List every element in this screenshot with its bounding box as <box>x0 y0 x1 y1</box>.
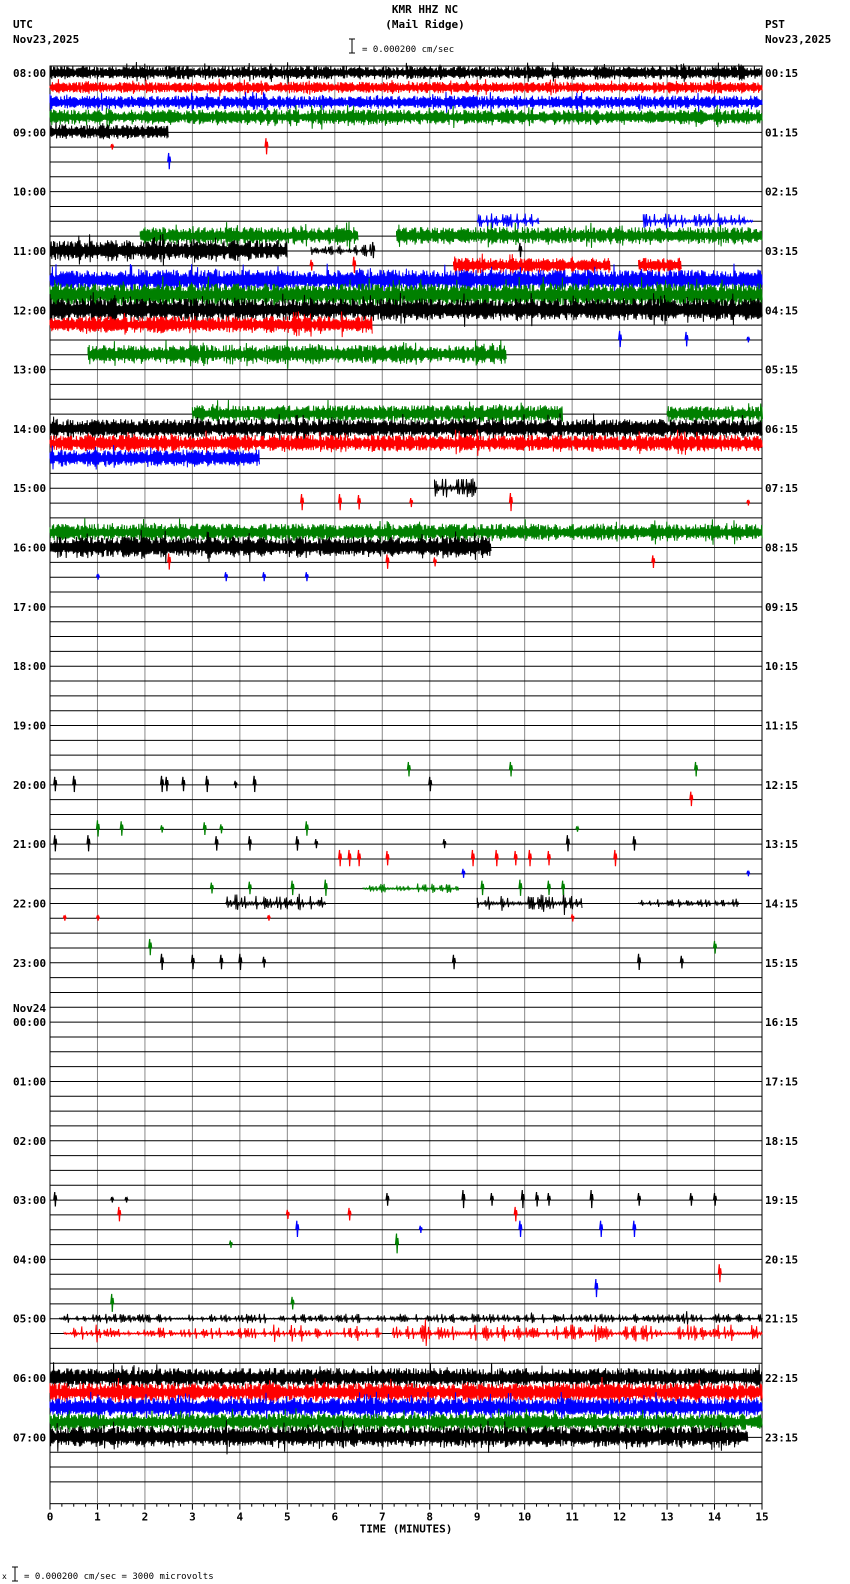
x-tick-label: 3 <box>189 1510 196 1524</box>
noise-trace-row-2 <box>50 92 762 113</box>
pst-hour-label: 01:15 <box>765 126 799 140</box>
event-spike <box>54 1192 57 1206</box>
event-spike <box>358 495 361 509</box>
event-spike <box>714 1193 717 1206</box>
event-spike <box>125 1197 128 1202</box>
utc-hour-label: 01:00 <box>13 1075 47 1089</box>
pst-hour-label: 16:15 <box>765 1016 799 1030</box>
event-spike <box>443 839 446 848</box>
right-date: Nov23,2025 <box>765 33 832 46</box>
event-spike <box>87 835 90 851</box>
event-spike <box>111 1197 114 1202</box>
utc-hour-label: 20:00 <box>13 778 47 792</box>
pst-hour-label: 08:15 <box>765 541 799 555</box>
event-spike <box>182 777 185 791</box>
utc-hour-label: 02:00 <box>13 1134 47 1148</box>
event-spike <box>562 881 565 895</box>
event-spike <box>324 880 327 896</box>
event-spike <box>571 914 574 921</box>
pst-hour-label: 18:15 <box>765 1134 799 1148</box>
event-spike <box>372 242 375 258</box>
event-spike <box>149 939 152 955</box>
noise-trace-row-0 <box>50 62 762 84</box>
event-spike <box>267 915 270 920</box>
event-spike <box>120 821 123 835</box>
event-spike <box>536 1192 539 1206</box>
event-spike <box>690 1193 693 1206</box>
event-spike <box>633 836 636 850</box>
utc-hour-label: 10:00 <box>13 185 47 199</box>
event-spike <box>220 955 223 969</box>
x-tick-label: 0 <box>46 1510 54 1524</box>
right-timezone: PST <box>765 18 785 31</box>
utc-hour-label: 22:00 <box>13 897 47 911</box>
event-spike <box>695 762 698 776</box>
event-spike <box>419 1226 422 1233</box>
x-tick-label: 12 <box>612 1510 627 1524</box>
event-spike <box>96 820 99 836</box>
event-spike <box>339 494 342 510</box>
utc-hour-label: 08:00 <box>13 67 47 80</box>
utc-hour-label: 17:00 <box>13 600 47 614</box>
event-spike <box>96 915 99 920</box>
event-spike <box>490 1193 493 1206</box>
event-spike <box>462 869 465 878</box>
utc-hour-label: 07:00 <box>13 1431 47 1445</box>
x-tick-label: 5 <box>284 1510 291 1524</box>
event-spike <box>747 871 750 876</box>
burst-trace-row-10 <box>477 213 539 228</box>
event-spike <box>161 776 164 792</box>
event-spike <box>161 954 164 970</box>
scale-label: = 0.000200 cm/sec <box>362 45 455 55</box>
utc-hour-label: 03:00 <box>13 1194 47 1208</box>
noise-trace-row-19 <box>88 340 506 369</box>
burst-trace-row-55 <box>363 884 458 894</box>
pst-hour-label: 23:15 <box>765 1431 799 1445</box>
pst-hour-label: 12:15 <box>765 778 799 792</box>
event-spike <box>595 1279 598 1297</box>
utc-hour-label: 15:00 <box>13 482 47 496</box>
event-spike <box>509 493 512 511</box>
noise-trace-row-1 <box>50 79 762 97</box>
x-tick-label: 10 <box>518 1510 532 1524</box>
pst-hour-label: 22:15 <box>765 1372 799 1386</box>
pst-hour-label: 05:15 <box>765 363 799 377</box>
x-tick-label: 15 <box>755 1510 769 1524</box>
noise-trace-row-13 <box>639 258 682 272</box>
burst-trace-row-12 <box>311 244 373 256</box>
utc-hour-label: 19:00 <box>13 719 47 733</box>
event-spike <box>203 822 206 835</box>
event-spike <box>514 851 517 865</box>
pst-hour-label: 17:15 <box>765 1075 799 1089</box>
pst-hour-label: 03:15 <box>765 244 799 258</box>
pst-hour-label: 09:15 <box>765 600 799 614</box>
event-spike <box>481 881 484 895</box>
event-spike <box>305 821 308 835</box>
event-spike <box>348 850 351 866</box>
event-spike <box>521 1190 524 1208</box>
event-spike <box>253 776 256 792</box>
event-spike <box>291 1297 294 1310</box>
event-spike <box>633 1221 636 1237</box>
event-spike <box>210 883 213 894</box>
event-spike <box>547 881 550 895</box>
utc-hour-label: 12:00 <box>13 304 47 318</box>
event-spike <box>265 138 268 154</box>
x-tick-label: 7 <box>378 1510 386 1524</box>
event-spike <box>519 1221 522 1237</box>
helicorder-traces <box>50 62 763 1454</box>
time-axis <box>47 1504 769 1536</box>
utc-hour-label: 13:00 <box>13 363 47 377</box>
event-spike <box>353 257 356 273</box>
burst-trace-row-56 <box>226 894 326 910</box>
event-spike <box>310 260 313 271</box>
event-spike <box>396 1234 399 1254</box>
utc-hour-label: 18:00 <box>13 660 47 674</box>
event-spike <box>291 881 294 895</box>
event-spike <box>600 1221 603 1237</box>
event-spike <box>263 572 266 581</box>
event-spike <box>638 954 641 970</box>
pst-hour-label: 02:15 <box>765 185 799 199</box>
event-spike <box>614 850 617 866</box>
event-spike <box>528 850 531 866</box>
svg-text:x: x <box>2 1572 7 1581</box>
event-spike <box>685 332 688 346</box>
event-spike <box>386 554 389 568</box>
x-tick-label: 2 <box>141 1510 149 1524</box>
event-spike <box>407 762 410 776</box>
x-tick-label: 13 <box>660 1510 674 1524</box>
x-tick-label: 4 <box>236 1510 244 1524</box>
pst-hour-label: 11:15 <box>765 719 799 733</box>
event-spike <box>161 825 164 832</box>
utc-hour-label: 09:00 <box>13 126 47 140</box>
event-spike <box>248 882 251 895</box>
pst-hour-label: 07:15 <box>765 482 799 496</box>
event-spike <box>239 954 242 970</box>
burst-trace-row-10 <box>643 213 753 228</box>
event-spike <box>690 792 693 806</box>
event-spike <box>680 956 683 969</box>
event-spike <box>225 572 228 581</box>
event-spike <box>111 144 114 149</box>
event-spike <box>429 777 432 791</box>
station-title: KMR HHZ NC <box>391 3 459 16</box>
burst-trace-row-56 <box>477 891 582 915</box>
event-spike <box>358 850 361 866</box>
event-spike <box>386 851 389 865</box>
utc-hour-label: 04:00 <box>13 1253 47 1267</box>
event-spike <box>452 955 455 969</box>
event-spike <box>234 781 237 788</box>
event-spike <box>747 337 750 342</box>
pst-hour-label: 06:15 <box>765 422 799 436</box>
event-spike <box>339 850 342 866</box>
event-spike <box>96 574 99 579</box>
event-spike <box>619 331 622 347</box>
event-spike <box>576 826 579 831</box>
event-spike <box>248 836 251 850</box>
event-spike <box>191 955 194 969</box>
pst-hour-label: 15:15 <box>765 956 799 970</box>
pst-hour-label: 21:15 <box>765 1312 799 1326</box>
utc-hour-label: 11:00 <box>13 244 47 258</box>
event-spike <box>165 777 168 791</box>
event-spike <box>547 851 550 865</box>
x-tick-label: 9 <box>473 1510 481 1524</box>
pst-hour-label: 19:15 <box>765 1194 799 1208</box>
event-spike <box>168 153 171 169</box>
event-spike <box>433 557 436 566</box>
footer-scale-label: = 0.000200 cm/sec = 3000 microvolts <box>24 1572 214 1582</box>
pst-hour-label: 10:15 <box>765 660 799 674</box>
x-axis-label: TIME (MINUTES) <box>359 1522 453 1536</box>
event-spike <box>305 572 308 581</box>
event-spike <box>220 824 223 833</box>
event-spike <box>590 1190 593 1208</box>
event-spike <box>519 243 522 257</box>
event-spike <box>348 1208 351 1221</box>
event-spike <box>718 1264 721 1282</box>
station-location: (Mail Ridge) <box>385 18 465 31</box>
pst-hour-label: 14:15 <box>765 897 799 911</box>
x-tick-label: 1 <box>94 1510 101 1524</box>
left-date: Nov23,2025 <box>13 33 80 46</box>
event-spike <box>462 1190 465 1208</box>
event-spike <box>54 835 57 851</box>
pst-hour-label: 00:15 <box>765 67 799 80</box>
event-spike <box>638 1193 641 1206</box>
event-spike <box>514 1207 517 1221</box>
x-tick-label: 8 <box>426 1510 434 1524</box>
burst-trace-row-56 <box>639 899 739 908</box>
event-spike <box>652 555 655 568</box>
event-spike <box>566 835 569 851</box>
pst-hour-label: 13:15 <box>765 838 799 852</box>
utc-hour-label: 00:00 <box>13 1016 47 1030</box>
event-spike <box>747 500 750 505</box>
event-spike <box>263 957 266 968</box>
utc-hour-label: 16:00 <box>13 541 47 555</box>
event-spike <box>301 494 304 510</box>
x-tick-label: 14 <box>707 1510 722 1524</box>
event-spike <box>118 1207 121 1221</box>
burst-trace-row-84 <box>60 1311 763 1324</box>
event-spike <box>286 1210 289 1219</box>
x-tick-label: 6 <box>331 1510 339 1524</box>
event-spike <box>54 777 57 791</box>
event-spike <box>547 1193 550 1206</box>
burst-trace-row-85 <box>392 1319 762 1346</box>
event-spike <box>229 1241 232 1248</box>
utc-hour-label: 06:00 <box>13 1372 47 1386</box>
pst-hour-label: 04:15 <box>765 304 799 318</box>
event-spike <box>519 880 522 896</box>
event-spike <box>63 915 66 920</box>
noise-trace-row-11 <box>397 222 762 248</box>
utc-hour-label: 14:00 <box>13 422 47 436</box>
event-spike <box>509 762 512 776</box>
footer-scale-icon <box>2 1565 20 1583</box>
left-timezone: UTC <box>13 18 33 31</box>
x-tick-label: 11 <box>565 1510 579 1524</box>
event-spike <box>495 850 498 866</box>
event-spike <box>296 1221 299 1237</box>
burst-trace-row-85 <box>64 1325 382 1343</box>
event-spike <box>111 1294 114 1312</box>
utc-hour-label: 05:00 <box>13 1312 47 1326</box>
utc-date-label: Nov24 <box>13 1002 47 1016</box>
event-spike <box>386 1193 389 1206</box>
event-spike <box>714 941 717 954</box>
utc-hour-label: 21:00 <box>13 838 47 852</box>
event-spike <box>215 836 218 850</box>
event-spike <box>315 839 318 848</box>
utc-hour-label: 23:00 <box>13 956 47 970</box>
burst-trace-row-28 <box>435 478 477 497</box>
event-spike <box>296 836 299 850</box>
event-spike <box>206 776 209 792</box>
event-spike <box>73 776 76 792</box>
event-spike <box>471 850 474 866</box>
event-spike <box>168 553 171 569</box>
event-spike <box>410 498 413 507</box>
pst-hour-label: 20:15 <box>765 1253 799 1267</box>
